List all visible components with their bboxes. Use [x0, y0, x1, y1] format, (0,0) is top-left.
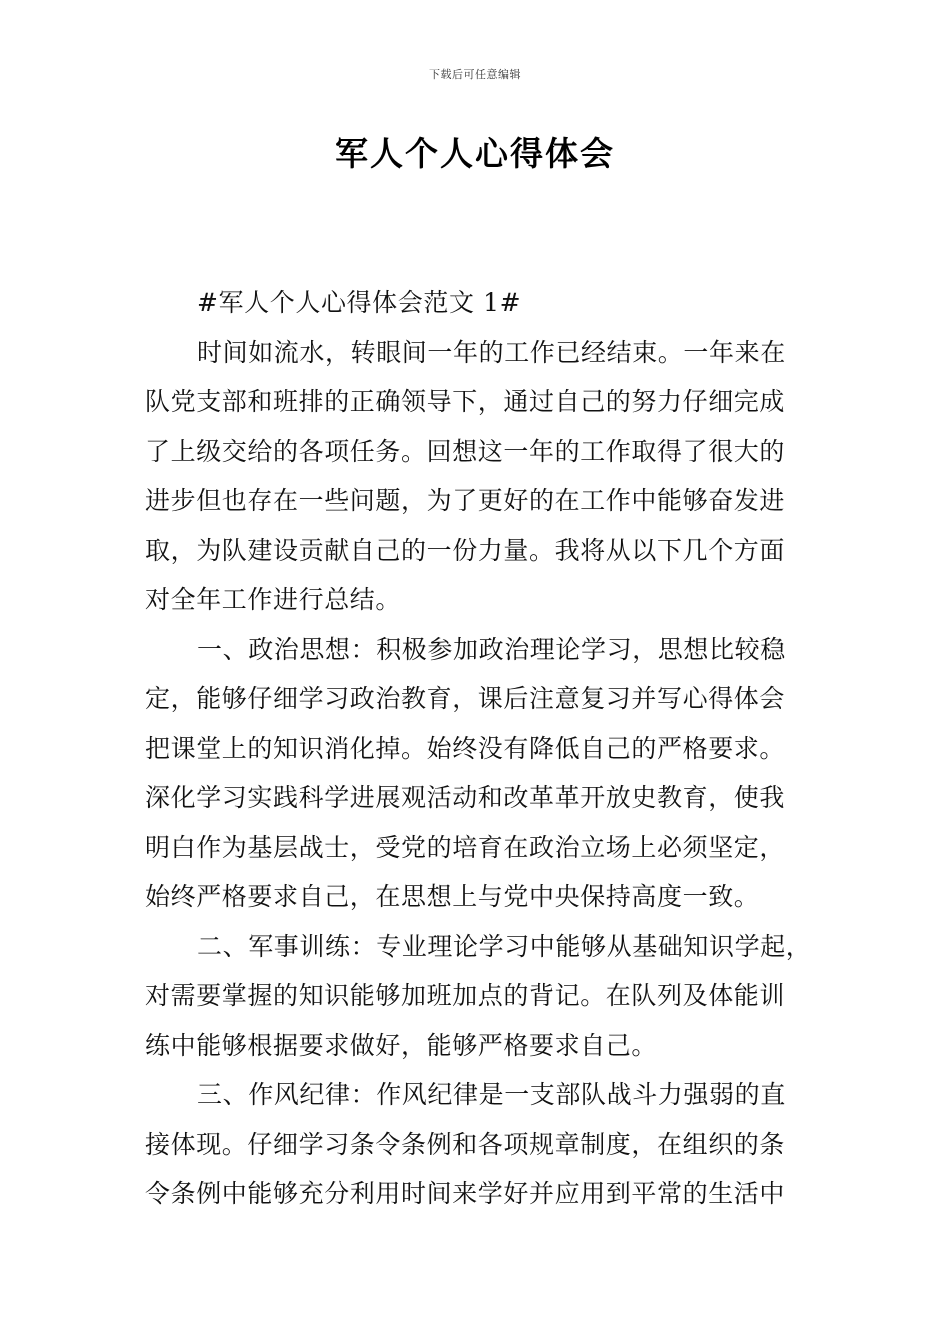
text-line: 对全年工作进行总结。 [145, 585, 402, 614]
text-line: 深化学习实践科学进展观活动和改革革开放史教育，使我 [145, 783, 786, 812]
text-line: 定，能够仔细学习政治教育，课后注意复习并写心得体会 [145, 684, 786, 713]
text-line: 二、军事训练：专业理论学习中能够从基础知识学起， [197, 931, 812, 961]
text-line: 明白作为基层战士，受党的培育在政治立场上必须坚定， [145, 832, 786, 862]
text-line: 三、作风纪律：作风纪律是一支部队战斗力强弱的直 [197, 1080, 786, 1109]
text-line: 接体现。仔细学习条令条例和各项规章制度，在组织的条 [145, 1129, 786, 1159]
text-line: 始终严格要求自己，在思想上与党中央保持高度一致。 [145, 882, 760, 911]
text-line: 了上级交给的各项任务。回想这一年的工作取得了很大的 [145, 436, 786, 466]
text-line: 把课堂上的知识消化掉。始终没有降低自己的严格要求。 [145, 733, 786, 763]
text-line: 令条例中能够充分利用时间来学好并应用到平常的生活中 [145, 1179, 786, 1208]
header-note: 下载后可任意编辑 [429, 68, 521, 81]
text-line: 取，为队建设贡献自己的一份力量。我将从以下几个方面 [145, 535, 786, 565]
text-line: 时间如流水，转眼间一年的工作已经结束。一年来在 [197, 337, 786, 367]
text-line: 进步但也存在一些问题，为了更好的在工作中能够奋发进 [145, 486, 786, 515]
text-line: 练中能够根据要求做好，能够严格要求自己。 [145, 1030, 658, 1060]
document-title: 军人个人心得体会 [335, 134, 615, 173]
document-body [145, 278, 825, 1219]
text-line: #军人个人心得体会范文 1# [197, 288, 522, 317]
text-line: 一、政治思想：积极参加政治理论学习，思想比较稳 [197, 634, 786, 664]
text-line: 对需要掌握的知识能够加班加点的背记。在队列及体能训 [145, 981, 786, 1010]
text-line: 队党支部和班排的正确领导下，通过自己的努力仔细完成 [145, 387, 786, 416]
